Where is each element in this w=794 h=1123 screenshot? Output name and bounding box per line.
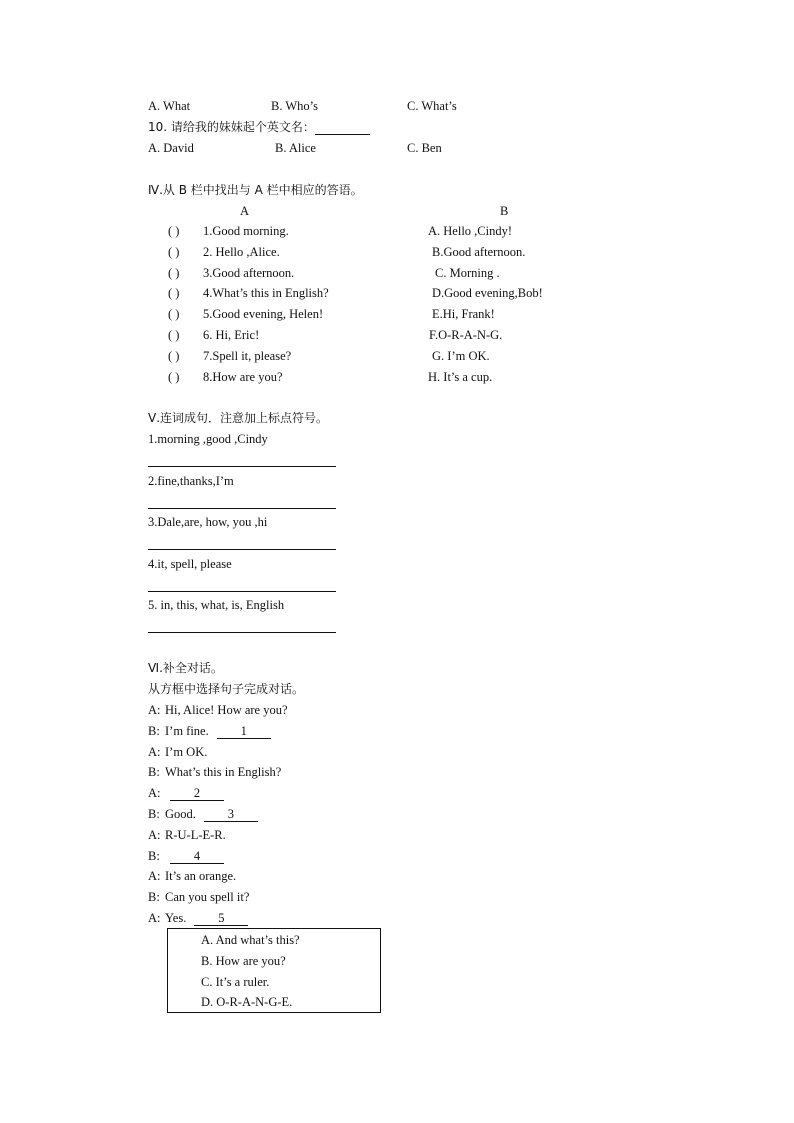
dialogue-line <box>148 702 296 718</box>
box-option: C. It’s a ruler. <box>201 974 270 989</box>
sentence-prompt: 5. in, this, what, is, English <box>148 598 285 613</box>
match-item-a: 8.How are you? <box>203 369 283 384</box>
dialogue-blank[interactable]: 3 <box>204 807 258 822</box>
speaker-label: A: <box>148 703 161 717</box>
speaker-label: B: <box>148 890 160 905</box>
section4-column-a-header: A <box>240 204 250 218</box>
q9-option-a: A. What <box>148 99 191 113</box>
match-item-a: 3.Good afternoon. <box>203 265 295 280</box>
match-item-a: 6. Hi, Eric! <box>203 328 260 342</box>
speaker-label: B: <box>148 807 160 821</box>
match-item-b: H. It’s a cup. <box>428 369 493 384</box>
match-item-b: G. I’m OK. <box>432 348 490 363</box>
match-item-a: 4.What’s this in English? <box>203 286 329 301</box>
dialogue-line <box>148 744 215 760</box>
speaker-label: B: <box>148 848 160 863</box>
answer-line[interactable] <box>148 508 336 509</box>
options-box <box>167 928 381 1013</box>
answer-paren[interactable]: ( ) <box>168 244 180 259</box>
dialogue-line <box>148 889 257 905</box>
match-item-b: F.O-R-A-N-G. <box>429 328 503 342</box>
dialogue-blank[interactable]: 5 <box>194 911 248 926</box>
speaker-label: A: <box>148 869 161 884</box>
dialogue-line <box>148 910 248 926</box>
dialogue-text: Can you spell it? <box>165 890 250 905</box>
match-item-b: C. Morning . <box>435 265 500 280</box>
match-item-b: B.Good afternoon. <box>432 244 526 259</box>
q10-question <box>148 119 370 135</box>
match-item-a: 7.Spell it, please? <box>203 348 292 363</box>
speaker-label: B: <box>148 765 160 780</box>
dialogue-line <box>148 764 289 780</box>
section6-subtitle: 从方框中选择句子完成对话。 <box>148 682 305 696</box>
section6-title: Ⅵ.补全对话。 <box>148 661 223 675</box>
answer-paren[interactable]: ( ) <box>168 328 180 342</box>
q9-option-c: C. What’s <box>407 99 457 113</box>
answer-line[interactable] <box>148 632 336 633</box>
sentence-prompt: 3.Dale,are, how, you ,hi <box>148 515 268 530</box>
answer-line[interactable] <box>148 591 336 592</box>
match-item-a: 1.Good morning. <box>203 224 289 238</box>
dialogue-line <box>148 868 244 884</box>
speaker-label: B: <box>148 723 160 738</box>
answer-paren[interactable]: ( ) <box>168 286 180 301</box>
speaker-label: A: <box>148 911 161 925</box>
dialogue-text: It’s an orange. <box>165 869 237 884</box>
dialogue-line <box>148 827 234 843</box>
box-option: D. O-R-A-N-G-E. <box>201 995 293 1010</box>
match-item-a: 5.Good evening, Helen! <box>203 307 324 322</box>
dialogue-line <box>148 785 224 801</box>
box-option: A. And what’s this? <box>201 933 300 947</box>
dialogue-text: I’m fine. <box>165 723 209 738</box>
section4-column-b-header: B <box>500 204 509 218</box>
answer-paren[interactable]: ( ) <box>168 369 180 384</box>
dialogue-text: What’s this in English? <box>165 765 282 780</box>
sentence-prompt: 4.it, spell, please <box>148 556 232 571</box>
q10-option-a: A. David <box>148 141 194 155</box>
section4-title: Ⅳ.从 B 栏中找出与 A 栏中相应的答语。 <box>148 183 363 197</box>
q10-text: 10. 请给我的妹妹起个英文名： <box>148 120 315 134</box>
dialogue-blank[interactable]: 4 <box>170 849 224 864</box>
speaker-label: A: <box>148 744 161 759</box>
answer-paren[interactable]: ( ) <box>168 265 180 280</box>
box-option: B. How are you? <box>201 953 286 968</box>
dialogue-text: Yes. <box>165 911 187 925</box>
dialogue-text: I’m OK. <box>165 744 208 759</box>
answer-paren[interactable]: ( ) <box>168 348 180 363</box>
answer-line[interactable] <box>148 549 336 550</box>
q10-answer-blank[interactable] <box>315 120 370 135</box>
answer-paren[interactable]: ( ) <box>168 224 180 238</box>
answer-paren[interactable]: ( ) <box>168 307 180 322</box>
dialogue-text: R-U-L-E-R. <box>165 827 226 842</box>
match-item-a: 2. Hello ,Alice. <box>203 244 280 259</box>
dialogue-line <box>148 723 271 739</box>
sentence-prompt: 1.morning ,good ,Cindy <box>148 432 268 446</box>
dialogue-blank[interactable]: 1 <box>217 724 271 739</box>
match-item-b: A. Hello ,Cindy! <box>428 224 513 238</box>
speaker-label: A: <box>148 786 161 801</box>
q9-option-b: B. Who’s <box>271 99 318 113</box>
match-item-b: D.Good evening,Bob! <box>432 286 543 301</box>
sentence-prompt: 2.fine,thanks,I’m <box>148 473 234 488</box>
speaker-label: A: <box>148 827 161 842</box>
dialogue-text: Good. <box>165 807 196 821</box>
dialogue-line <box>148 806 258 822</box>
answer-line[interactable] <box>148 466 336 467</box>
q10-option-c: C. Ben <box>407 141 442 155</box>
dialogue-text: Hi, Alice! How are you? <box>165 703 288 717</box>
match-item-b: E.Hi, Frank! <box>432 307 495 322</box>
section5-title: Ⅴ.连词成句．注意加上标点符号。 <box>148 411 329 425</box>
dialogue-line <box>148 848 224 864</box>
dialogue-blank[interactable]: 2 <box>170 786 224 801</box>
q10-option-b: B. Alice <box>275 141 316 155</box>
